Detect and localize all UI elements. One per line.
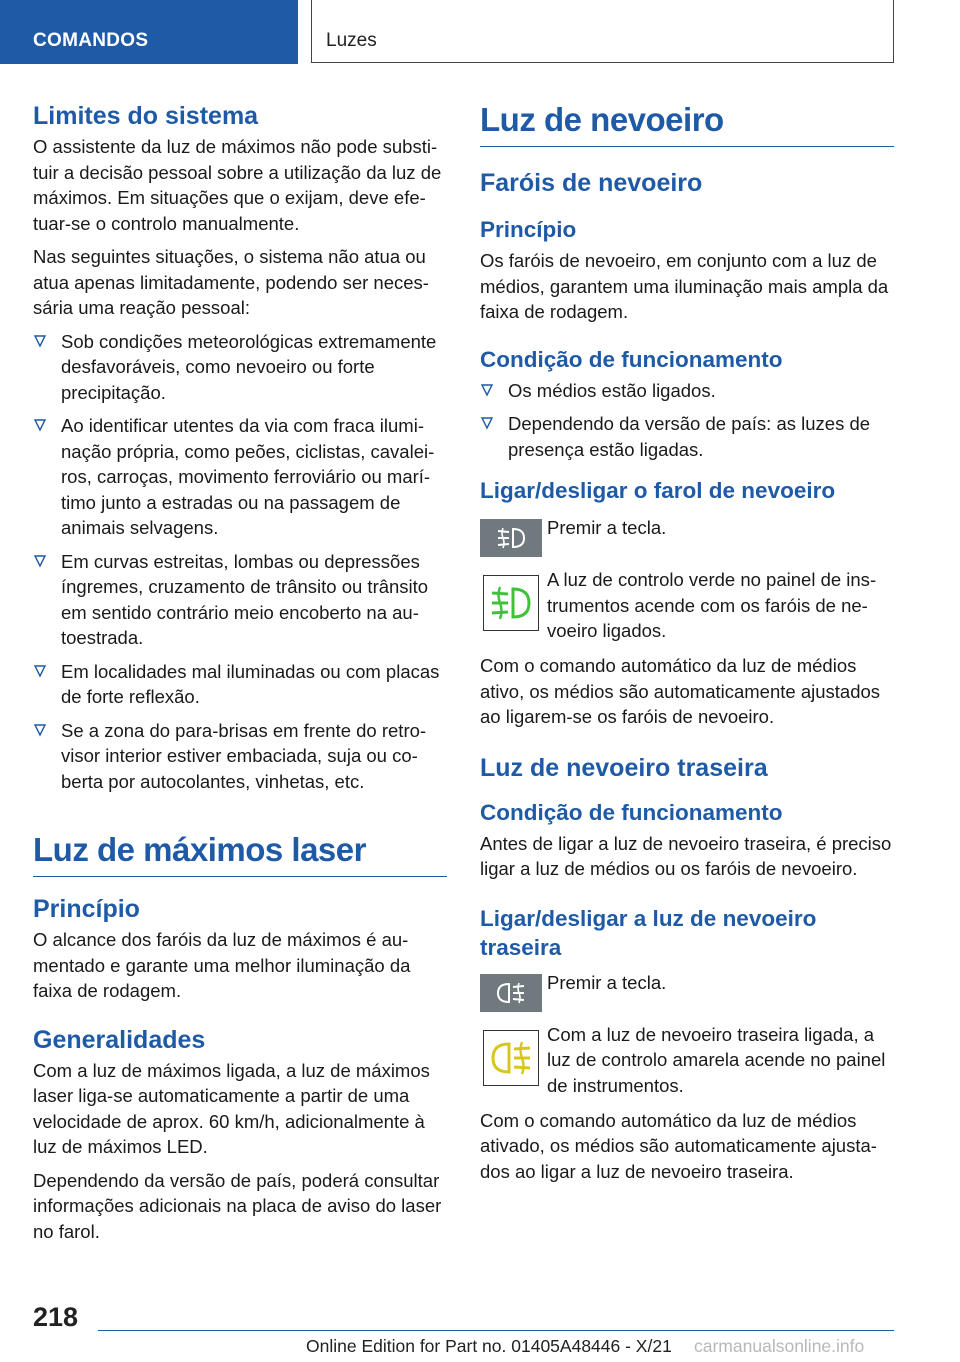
limits-title: Limites do sistema (33, 102, 259, 130)
page-number: 218 (33, 1302, 79, 1332)
rear-condition-title: Condição de funcionamento (480, 799, 783, 825)
laser-general-title: Generalidades (33, 1025, 206, 1054)
rear-indicator-text: Com a luz de nevoeiro traseira ligada, a luz de controlo amarela acende no painel de instrumentos. (547, 1023, 886, 1096)
triangle-bullet-icon (33, 418, 47, 432)
footer-divider (98, 1330, 894, 1331)
list-item: Em localidades mal iluminadas ou com placas de forte reflexão. (33, 659, 447, 710)
front-principle-title: Princípio (480, 217, 577, 242)
header-section-tab (0, 0, 298, 64)
front-switch-title: Ligar/desligar o farol de nevoeiro (480, 478, 836, 503)
laser-principle-text: O alcance dos faróis da luz de máximos é aumentado e garante uma melhor iluminação da faixa de rodagem. (33, 929, 411, 1001)
green-fog-indicator-icon (480, 575, 542, 631)
triangle-bullet-icon (480, 383, 494, 397)
triangle-bullet-icon (480, 416, 494, 430)
rear-fog-key-row (480, 970, 894, 1022)
rear-auto-text: Com o comando automático da luz de médios ativado, os médios são automaticamente ajustados ao ligar a luz de nevoeiro traseira. (480, 1109, 877, 1182)
header-section-label: COMANDOS (33, 30, 149, 51)
fog-section-title: Luz de nevoeiro (480, 100, 894, 147)
list-item: Em curvas estreitas, lombas ou depressões íngremes, cruzamento de trânsito ou trânsito em sentido contrário meio encoberto na autoestrada. (33, 549, 447, 651)
front-indicator-text: A luz de controlo verde no painel de instrumentos acende com os faróis de nevoeiro ligados. (547, 569, 877, 641)
front-fog-key-icon[interactable] (480, 519, 542, 557)
front-auto-text: Com o comando automático da luz de médios ativo, os médios são automaticamente ajustados ao ligarem-se os faróis de nevoeiro. (480, 655, 881, 727)
front-condition-title: Condição de funcionamento (480, 346, 783, 372)
triangle-bullet-icon (33, 723, 47, 737)
rear-fog-indicator-row (480, 1022, 894, 1108)
triangle-bullet-icon (33, 664, 47, 678)
laser-general-paragraph-2: Dependendo da versão de país, poderá consultar informações adicionais na placa de aviso do laser no farol. (33, 1169, 442, 1242)
rear-press-key-text: Premir a tecla. (547, 971, 667, 993)
header-chapter-label: Luzes (326, 30, 377, 51)
footer-edition-text: Online Edition for Part no. 01405A48446 - X/21 (306, 1336, 672, 1356)
list-item: Dependendo da versão de país: as luzes de presença estão ligadas. (480, 411, 894, 462)
front-fog-key-row (480, 515, 894, 567)
front-principle-text: Os faróis de nevoeiro, em conjunto com a luz de médios, garantem uma iluminação mais ampla da faixa de rodagem. (480, 250, 889, 322)
laser-general-paragraph-1: Com a luz de máximos ligada, a luz de máximos laser liga-se automaticamente a partir de uma velocidade de aprox. 60 km/h, adicionalmente à luz de máximos LED. (33, 1059, 430, 1157)
list-item: Os médios estão ligados. (480, 378, 894, 404)
right-column (480, 100, 894, 1192)
list-item: Ao identificar utentes da via com fraca iluminação própria, como peões, ciclistas, cavaleiros, carroças, movimento ferroviário ou marítimo junto a estradas ou na passagem de animais selvagens. (33, 413, 447, 541)
footer-watermark: carmanualsonline.info (694, 1336, 865, 1356)
laser-section-title: Luz de máximos laser (33, 830, 447, 877)
limits-list (33, 329, 447, 795)
front-fog-title: Faróis de nevoeiro (480, 169, 703, 197)
header-chapter-tab (311, 0, 894, 63)
left-column (33, 100, 447, 1252)
list-item: Sob condições meteorológicas extremamente desfavoráveis, como nevoeiro ou forte precipitação. (33, 329, 447, 406)
laser-principle-title: Princípio (33, 895, 140, 923)
rear-fog-title: Luz de nevoeiro traseira (480, 753, 768, 782)
front-press-key-text: Premir a tecla. (547, 517, 667, 538)
front-condition-list (480, 378, 894, 463)
limits-paragraph-2: Nas seguintes situações, o sistema não atua ou atua apenas limitadamente, podendo ser necessária uma reação pessoal: (33, 246, 429, 318)
yellow-rear-fog-indicator-icon (480, 1030, 542, 1086)
rear-condition-text: Antes de ligar a luz de nevoeiro traseira, é preciso ligar a luz de médios ou os faróis de nevoeiro. (480, 832, 892, 879)
triangle-bullet-icon (33, 554, 47, 568)
rear-switch-title: Ligar/desligar a luz de nevoeiro traseira (480, 905, 817, 960)
front-fog-indicator-row (480, 567, 894, 653)
list-item: Se a zona do para-brisas em frente do retrovisor interior estiver embaciada, suja ou coberta por autocolantes, vinhetas, etc. (33, 718, 447, 795)
rear-fog-key-icon[interactable] (480, 974, 542, 1012)
triangle-bullet-icon (33, 334, 47, 348)
limits-paragraph-1: O assistente da luz de máximos não pode substituir a decisão pessoal sobre a utilização da luz de máximos. Em situações que o exijam, deve efetuar-se o controlo manualmente. (33, 136, 442, 234)
